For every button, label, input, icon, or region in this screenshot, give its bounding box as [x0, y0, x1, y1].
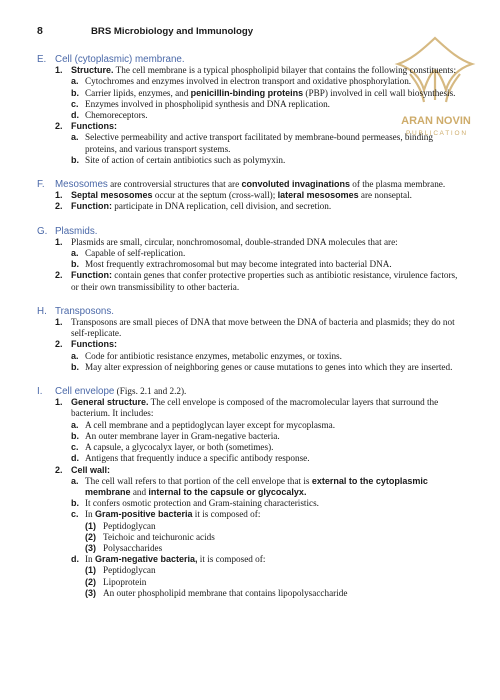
nested-item: [37, 565, 460, 576]
sub-item-label: c.: [71, 442, 79, 453]
nested-item-text: Teichoic and teichuronic acids: [103, 531, 215, 542]
sub-item-label: a.: [71, 248, 79, 259]
figure-reference: (Figs. 2.1 and 2.2).: [114, 386, 187, 397]
sub-item-label: a.: [71, 475, 79, 486]
sub-item-bold: Gram-positive bacteria: [94, 509, 193, 520]
sub-item-text: Code for antibiotic resistance enzymes, metabolic enzymes, or toxins.: [85, 350, 342, 361]
section-heading: [37, 306, 460, 317]
section-title: Transposons.: [55, 305, 114, 317]
sub-item: [37, 248, 460, 259]
nested-item: [37, 532, 460, 543]
sub-item-label: b.: [71, 87, 79, 98]
sub-item-label: c.: [71, 509, 79, 520]
nested-item-label: (2): [85, 531, 96, 542]
item-bold: lateral mesosomes: [277, 190, 359, 201]
sub-item-label: a.: [71, 132, 79, 143]
sub-item-label: a.: [71, 76, 79, 87]
item-text: The cell membrane is a typical phospholipid bilayer that contains the following constituents:: [113, 65, 457, 76]
section-plasmids: [37, 226, 460, 293]
sub-item-label: d.: [71, 110, 79, 121]
sub-item: [37, 442, 460, 453]
nested-item-text: Peptidoglycan: [103, 520, 156, 531]
sub-item-text: An outer membrane layer in Gram-negative bacteria.: [85, 430, 280, 441]
nested-item-text: Lipoprotein: [103, 576, 147, 587]
logo-wordmark: ARAN NOVIN: [401, 115, 471, 127]
sub-item: [37, 509, 460, 520]
sub-item-bold: penicillin-binding proteins: [190, 87, 304, 98]
section-title: Cell envelope: [55, 386, 115, 398]
section-heading: [37, 386, 460, 397]
item-text: The cell envelope is composed of the macromolecular layers that surround the bacterium. It includes:: [71, 397, 439, 419]
sub-item-label: c.: [71, 98, 79, 109]
item-number: 2.: [55, 464, 63, 475]
section-letter: H.: [37, 305, 47, 317]
list-item: [37, 465, 460, 476]
sub-item-label: d.: [71, 453, 79, 464]
nested-item: [37, 577, 460, 588]
item-number: 2.: [55, 201, 63, 212]
sub-item: [37, 420, 460, 431]
section-cell-envelope: [37, 386, 460, 599]
item-number: 2.: [55, 339, 63, 350]
section-text: of the plasma membrane.: [350, 179, 446, 190]
nested-item: [37, 521, 460, 532]
nested-item-label: (1): [85, 520, 96, 531]
item-lead: Functions:: [71, 121, 117, 132]
item-text: Plasmids are small, circular, nonchromosomal, double-stranded DNA molecules that are:: [71, 236, 398, 247]
sub-item-text: A cell membrane and a peptidoglycan layer except for mycoplasma.: [85, 419, 336, 430]
nested-item-text: Polysaccharides: [103, 542, 163, 553]
sub-item-text: it is composed of:: [197, 554, 266, 565]
sub-item: [37, 155, 460, 166]
item-lead: Function:: [71, 201, 112, 212]
sub-item: [37, 259, 460, 270]
sub-item-text: and: [130, 486, 149, 497]
sub-item-text: It confers osmotic protection and Gram-staining characteristics.: [85, 498, 319, 509]
sub-item-text: May alter expression of neighboring genes or cause mutations to genes into which they are inserted.: [85, 361, 453, 372]
list-item: [37, 65, 460, 76]
section-heading: [37, 226, 460, 237]
section-letter: G.: [37, 225, 48, 237]
sub-item-text: Chemoreceptors.: [85, 110, 148, 121]
sub-item-label: b.: [71, 361, 79, 372]
list-item: [37, 201, 460, 212]
sub-item-label: a.: [71, 350, 79, 361]
item-number: 1.: [55, 397, 63, 408]
item-lead: Cell wall:: [71, 464, 111, 475]
section-title: Plasmids.: [55, 225, 98, 237]
sub-item-text: (PBP) involved in cell wall biosynthesis.: [303, 87, 456, 98]
list-item: [37, 339, 460, 350]
sub-item-text: Most frequently extrachromosomal but may become integrated into bacterial DNA.: [85, 259, 392, 270]
sub-item-text: Cytochromes and enzymes involved in electron transport and oxidative phosphorylation.: [85, 76, 412, 87]
section-letter: I.: [37, 386, 43, 398]
sub-item-text: it is composed of:: [192, 509, 261, 520]
item-lead: Function:: [71, 270, 112, 281]
section-cell-membrane: [37, 54, 460, 166]
list-item: [37, 121, 460, 132]
sub-item-text: Selective permeability and active transport facilitated by membrane-bound permeases, binding proteins, and various transport systems.: [85, 132, 433, 154]
item-number: 1.: [55, 236, 63, 247]
sub-item: [37, 476, 460, 498]
section-text: are controversial structures that are: [107, 179, 242, 190]
nested-item-text: An outer phospholipid membrane that contains lipopolysaccharide: [103, 587, 348, 598]
list-item: [37, 237, 460, 248]
sub-item-bold: Gram-negative bacteria,: [94, 554, 198, 565]
sub-item-text: Carrier lipids, enzymes, and: [85, 87, 191, 98]
list-item: [37, 317, 460, 339]
section-bold: convoluted invaginations: [241, 179, 350, 190]
sub-item-text: A capsule, a glycocalyx layer, or both (sometimes).: [85, 442, 274, 453]
section-mesosomes: [37, 179, 460, 213]
running-title: BRS Microbiology and Immunology: [91, 26, 254, 37]
sub-item: [37, 88, 460, 99]
item-text: occur at the septum (cross-wall);: [152, 190, 278, 201]
section-title: Mesosomes: [55, 179, 108, 191]
sub-item: [37, 110, 460, 121]
item-number: 2.: [55, 270, 63, 281]
sub-item: [37, 431, 460, 442]
sub-item-bold: internal to the capsule or glycocalyx.: [148, 486, 307, 497]
list-item: [37, 270, 460, 292]
item-text: Transposons are small pieces of DNA that move between the DNA of bacteria and plasmids; they do not self-replicate.: [71, 317, 455, 339]
sub-item: [37, 362, 460, 373]
list-item: [37, 190, 460, 201]
section-heading: [37, 179, 460, 190]
sub-item-text: Antigens that frequently induce a specific antibody response.: [85, 453, 310, 464]
nested-item: [37, 588, 460, 599]
item-text: participate in DNA replication, cell division, and secretion.: [112, 201, 332, 212]
nested-item-label: (3): [85, 587, 96, 598]
item-lead: Septal mesosomes: [71, 190, 153, 201]
nested-item-text: Peptidoglycan: [103, 565, 156, 576]
sub-item: [37, 132, 460, 154]
nested-item-label: (1): [85, 565, 96, 576]
sub-item-text: Site of action of certain antibiotics such as polymyxin.: [85, 154, 286, 165]
sub-item-label: b.: [71, 259, 79, 270]
section-heading: [37, 54, 460, 65]
section-title: Cell (cytoplasmic) membrane.: [55, 54, 185, 65]
sub-item: [37, 498, 460, 509]
nested-item: [37, 543, 460, 554]
item-text: are nonseptal.: [358, 190, 412, 201]
item-number: 1.: [55, 317, 63, 328]
sub-item: [37, 99, 460, 110]
nested-item-label: (3): [85, 542, 96, 553]
item-text: contain genes that confer protective properties such as antibiotic resistance, virulence factors, or their own transmissibility to other bacteria.: [71, 270, 458, 292]
item-number: 1.: [55, 190, 63, 201]
list-item: [37, 397, 460, 419]
nested-item-label: (2): [85, 576, 96, 587]
item-lead: General structure.: [71, 397, 149, 408]
item-lead: Structure.: [71, 65, 114, 76]
section-transposons: [37, 306, 460, 373]
sub-item: [37, 351, 460, 362]
sub-item-text: Enzymes involved in phospholipid synthesis and DNA replication.: [85, 98, 330, 109]
sub-item-text: The cell wall refers to that portion of the cell envelope that is: [85, 475, 312, 486]
item-lead: Functions:: [71, 339, 117, 350]
sub-item-label: b.: [71, 430, 79, 441]
page-body: [37, 54, 460, 612]
sub-item: [37, 76, 460, 87]
sub-item-bold: external to the cytoplasmic membrane: [85, 475, 428, 497]
item-number: 2.: [55, 121, 63, 132]
sub-item-label: a.: [71, 419, 79, 430]
sub-item: [37, 453, 460, 464]
item-number: 1.: [55, 65, 63, 76]
sub-item-text: In: [85, 509, 95, 520]
sub-item-label: b.: [71, 154, 79, 165]
page-number: 8: [37, 25, 43, 37]
sub-item-label: b.: [71, 498, 79, 509]
section-letter: F.: [37, 179, 45, 191]
sub-item-text: Capable of self-replication.: [85, 248, 186, 259]
section-letter: E.: [37, 54, 47, 65]
sub-item: [37, 554, 460, 565]
sub-item-label: d.: [71, 554, 79, 565]
sub-item-text: In: [85, 554, 95, 565]
logo-subtitle: P U B L I C A T I O N: [405, 130, 467, 137]
